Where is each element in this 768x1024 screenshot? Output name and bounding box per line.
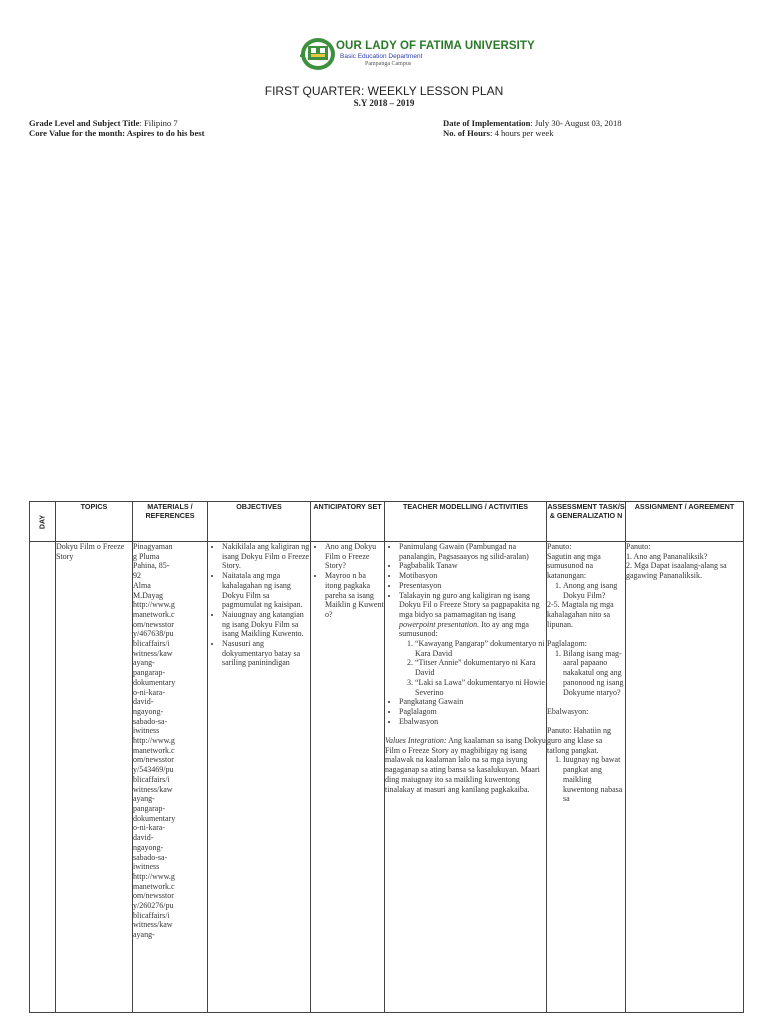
materials-line: o-ni-kara- [133,823,165,833]
paglalagom-label: Paglalagom: [547,639,587,649]
materials-line: pangarap- [133,803,165,813]
topic-cell [56,542,133,1013]
documentary-list [399,639,546,697]
header-assessment: ASSESSMENT TASK/S & GENERALIZATIO N [547,502,626,542]
activity-intro: Ito ay ang mga sumusunod: [399,619,529,639]
lesson-plan-table [29,501,744,1013]
materials-line: Pinagyaman [133,542,173,551]
materials-line: dokumentary [133,813,176,823]
core-value-line [29,128,204,139]
materials-line: witness/kaw [133,784,173,794]
materials-line: y/467638/pu [133,629,174,639]
anticipatory-list [311,542,384,620]
materials-line: blicaffairs/i [133,910,170,920]
paglalagom-item: 1. Bilang isang mag-aaral papaano nakakatul ong ang panonood ng isang Dokyume ntaryo? [563,649,625,698]
objective-item: • Nasusuri ang dokyumentaryo batay sa sariling paninindigan [222,639,310,668]
ebalwasyon-panuto: Panuto: Hahatiin ng guro ang klase sa tatlong pangkat. [547,726,611,755]
objective-item: • Nakikilala ang kaligiran ng isang Dokyu Film o Freeze Story. [222,542,310,571]
implementation-date-line [443,118,622,129]
anticipatory-item: • Mayroo n ba itong pagkaka pareha sa isang Maiklin g Kuwent o? [325,571,384,620]
materials-line: blicaffairs/i [133,774,170,784]
materials-list [133,542,207,1008]
materials-line: ayang- [133,658,155,668]
objective-item: • Naiuugnay ang katangian ng isang Dokyu Film sa isang Maikling Kuwento. [222,610,310,639]
assignment-cell [626,542,744,1013]
activity-item: • Paglalagom [399,707,546,717]
grade-level-line [29,118,178,129]
header-day: DAY [30,502,56,542]
grade-label: Grade Level and Subject Title [29,118,140,128]
header-assignment: ASSIGNMENT / AGREEMENT [626,502,744,542]
date-label: Date of Implementation [443,118,531,128]
header-anticipatory-set: ANTICIPATORY SET [311,502,385,542]
values-integration [385,736,546,794]
values-text: Ang kaalaman sa isang Dokyu Film o Freeze Story ay magbibigay ng isang malawak na kaalaman lalo na sa mga isyung nagaganap sa ating bansa sa kasalukuyan. Maari ding maiugnay ito sa maikling kuwentong tinalakay at masuri ang kanilang pagkakaiba. [385,736,546,794]
teacher-activities-cell [385,542,547,1013]
materials-line: manetwork.c [133,745,175,755]
materials-line: witness/kaw [133,920,173,930]
materials-cell [133,542,208,1013]
department-name: Basic Education Department [340,53,423,60]
materials-line: witness/kaw [133,648,173,658]
campus-name: Pampanga Campus [365,61,412,67]
assignment-item: 2. Mga Dapat isaalang-alang sa gagawing Pananaliksik. [626,561,727,581]
objectives-list [208,542,310,668]
activity-item: • Presentasyon [399,581,546,591]
assignment-panuto: Panuto: [626,542,651,551]
document-title: FIRST QUARTER: WEEKLY LESSON PLAN [264,84,504,98]
materials-line: ayang- [133,930,155,940]
materials-line: y/543469/pu [133,765,174,775]
documentary-item: 2. “Titser Annie” dokumentaryo ni Kara David [415,658,546,677]
activity-item: • Panimulang Gawain (Pambungad na panalangin, Pagsasaayos ng silid-aralan) [399,542,546,561]
materials-line: http://www.g [133,600,175,610]
hours-line [443,128,554,139]
paglalagom-list [547,649,625,698]
materials-line: sabado-sa- [133,716,168,726]
objectives-cell [208,542,311,1013]
materials-line: david- [133,697,154,707]
activity-item: • Pagbabalik Tanaw [399,561,546,571]
grade-value: : Filipino 7 [139,118,178,128]
assessment-panuto: Panuto: [547,542,572,551]
materials-line: dokumentary [133,677,176,687]
assessment-cell [547,542,626,1013]
hours-value: : 4 hours per week [490,128,554,138]
anticipatory-item: • Ano ang Dokyu Film o Freeze Story? [325,542,384,571]
materials-line: ngayong- [133,706,164,716]
ebalwasyon-list [547,755,625,804]
table-header-row [30,502,744,542]
materials-line: Pahina, 85- [133,561,170,571]
assessment-panuto-text: Sagutin ang mga sumusunod na katanungan: [547,551,601,581]
university-seal-icon [300,37,336,71]
day-cell [30,542,56,1013]
core-value-label: Core Value for the month: Aspires to do his best [29,128,205,138]
materials-line: 92 [133,571,141,581]
table-row [30,542,744,1013]
activity-item: • Ebalwasyon [399,717,546,727]
materials-line: om/newsstor [133,755,174,765]
materials-line: Alma [133,580,151,590]
materials-line: http://www.g [133,736,175,746]
materials-line: sabado-sa- [133,852,168,862]
activities-list [385,542,546,726]
materials-line: ayang- [133,794,155,804]
materials-line: M.Dayag [133,590,163,600]
date-value: : July 30- August 03, 2018 [530,118,622,128]
assignment-item: 1. Ano ang Pananaliksik? [626,551,708,561]
header-topics: TOPICS [56,502,133,542]
materials-line: iwitness [133,726,160,736]
documentary-item: 1. “Kawayang Pangarap” dokumentaryo ni Kara David [415,639,546,658]
values-label: Values Integration: [385,736,447,746]
header-teacher-modelling: TEACHER MODELLING / ACTIVITIES [385,502,547,542]
header-objectives: OBJECTIVES [208,502,311,542]
activity-text: Talakayin ng guro ang kaligiran ng isang Dokyu Fil o Freeze Story sa pagpapakita ng mga bidyo sa pamamagitan ng isang [399,590,540,619]
topic-text: Dokyu Film o Freeze Story [56,542,125,561]
assessment-question: 1. Anong ang isang Dokyu Film? [563,581,625,600]
activity-item: • Motibasyon [399,571,546,581]
materials-line: ngayong- [133,842,164,852]
hours-label: No. of Hours [443,128,491,138]
ebalwasyon-item: 1. Iuugnay ng bawat pangkat ang maikling kuwentong nabasa sa [563,755,625,804]
materials-line: manetwork.c [133,609,175,619]
activity-item [399,591,546,698]
header-materials: MATERIALS / REFERENCES [133,502,208,542]
presentation-italic: powerpoint presentation. [399,619,480,629]
ebalwasyon-label: Ebalwasyon: [547,706,589,716]
activity-item: • Pangkatang Gawain [399,697,546,707]
materials-line: blicaffairs/i [133,639,170,649]
school-year: S.Y 2018 – 2019 [353,98,415,108]
objective-item: • Naitatala ang mga kahalagahan ng isang Dokyu Film sa pagmumulat ng kaisipan. [222,571,310,610]
materials-line: pangarap- [133,668,165,678]
materials-line: g Pluma [133,551,160,561]
documentary-item: 3. “Laki sa Lawa” dokumentaryo ni Howie Severino [415,678,546,697]
assessment-questions [547,581,625,600]
materials-line: manetwork.c [133,881,175,891]
assessment-question-range: 2-5. Magtala ng mga kahalagahan nito sa lipunan. [547,600,614,629]
materials-line: david- [133,833,154,843]
materials-line: y/260276/pu [133,901,174,911]
materials-line: om/newsstor [133,891,174,901]
materials-line: o-ni-kara- [133,687,165,697]
materials-line: iwitness [133,862,160,872]
school-name: OUR LADY OF FATIMA UNIVERSITY [336,40,535,52]
materials-line: om/newsstor [133,619,174,629]
materials-line: http://www.g [133,871,175,881]
anticipatory-set-cell [311,542,385,1013]
